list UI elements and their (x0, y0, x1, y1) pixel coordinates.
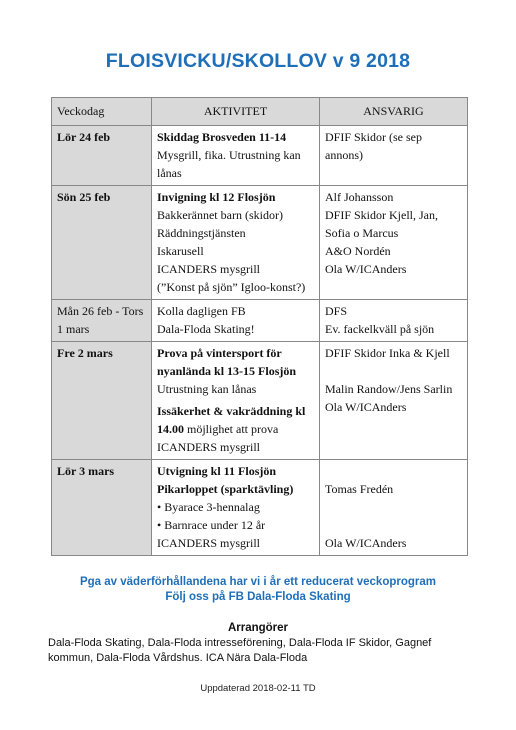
activity-line: Utvigning kl 11 Flosjön (157, 464, 277, 478)
activity-line: Mysgrill, fika. Utrustning kan lånas (157, 148, 301, 180)
header-activity: AKTIVITET (152, 98, 320, 126)
header-day: Veckodag (52, 98, 152, 126)
day-cell: Fre 2 mars (52, 342, 152, 460)
schedule-table (51, 97, 468, 556)
page-title: FLOISVICKU/SKOLLOV v 9 2018 (105, 50, 411, 72)
notice-line: Pga av väderförhållandena har vi i år ett reducerat veckoprogram (79, 576, 436, 588)
table-header-row (52, 98, 468, 126)
activity-line (157, 402, 314, 438)
activity-line: • Byarace 3-hennalag (157, 498, 314, 516)
responsible-line (325, 362, 462, 380)
table-row (52, 460, 468, 556)
activity-line: ICANDERS mysgrill (157, 440, 261, 454)
table-row (52, 126, 468, 186)
activity-line: ICANDERS mysgrill (157, 262, 261, 276)
responsible-line: Ev. fackelkväll på sjön (325, 322, 435, 336)
responsible-cell (320, 186, 468, 300)
activity-rest-part: möjlighet att prova (184, 422, 279, 436)
updated-note: Uppdaterad 2018-02-11 TD (200, 683, 316, 694)
activity-line: • Barnrace under 12 år (157, 516, 314, 534)
responsible-line: Malin Randow/Jens Sarlin (325, 382, 453, 396)
activity-bold-part: Issäkerhet & vakräddning kl 14.00 (157, 404, 306, 436)
activity-line: Prova på vintersport för nyanlända kl 13-15 Flosjön (157, 346, 297, 378)
activity-line: Invigning kl 12 Flosjön (157, 190, 276, 204)
responsible-line: Ola W/ICAnders (325, 262, 407, 276)
notice-line: Följ oss på FB Dala-Floda Skating (165, 591, 351, 603)
responsible-line (325, 516, 462, 534)
responsible-line: Ola W/ICAnders (325, 400, 407, 414)
activity-line: Bakkerännet barn (skidor) (157, 208, 283, 222)
activity-cell (152, 460, 320, 556)
activity-line: Kolla dagligen FB (157, 304, 246, 318)
activity-cell (152, 126, 320, 186)
day-cell: Lör 24 feb (52, 126, 152, 186)
activity-line: Räddningstjänsten (157, 226, 246, 240)
responsible-line: Tomas Fredén (325, 482, 394, 496)
organizers-text: Dala-Floda Skating, Dala-Floda intresseförening, Dala-Floda IF Skidor, Gagnef kommun, Dala-Floda Vårdshus. ICA Nära Dala-Floda (48, 637, 432, 664)
day-cell: Sön 25 feb (52, 186, 152, 300)
day-cell: Lör 3 mars (52, 460, 152, 556)
responsible-line: DFIF Skidor Inka & Kjell (325, 346, 450, 360)
responsible-line: DFIF Skidor (se sep annons) (325, 130, 423, 162)
activity-line: Iskarusell (157, 244, 204, 258)
activity-line: Dala-Floda Skating! (157, 322, 255, 336)
responsible-line: DFIF Skidor Kjell, Jan, (325, 208, 439, 222)
responsible-line: Ola W/ICAnders (325, 536, 407, 550)
responsible-line: A&O Nordén (325, 244, 391, 258)
responsible-cell (320, 300, 468, 342)
activity-line: Skiddag Brosveden 11-14 (157, 130, 287, 144)
responsible-cell (320, 342, 468, 460)
table-row (52, 300, 468, 342)
table-row (52, 186, 468, 300)
activity-line: (”Konst på sjön” Igloo-konst?) (157, 280, 306, 294)
header-responsible: ANSVARIG (320, 98, 468, 126)
table-row (52, 342, 468, 460)
activity-line: Utrustning kan lånas (157, 382, 257, 396)
responsible-line (325, 498, 462, 516)
day-cell: Mån 26 feb - Tors 1 mars (52, 300, 152, 342)
responsible-cell (320, 126, 468, 186)
organizers-heading: Arrangörer (227, 622, 289, 634)
activity-line: ICANDERS mysgrill (157, 536, 261, 550)
responsible-line: Alf Johansson (325, 190, 394, 204)
responsible-line: DFS (325, 304, 348, 318)
responsible-line: Sofia o Marcus (325, 226, 399, 240)
notice (0, 575, 516, 605)
activity-line: Pikarloppet (sparktävling) (157, 482, 294, 496)
responsible-line (325, 462, 462, 480)
activity-cell (152, 186, 320, 300)
activity-cell (152, 342, 320, 460)
activity-cell (152, 300, 320, 342)
responsible-cell (320, 460, 468, 556)
